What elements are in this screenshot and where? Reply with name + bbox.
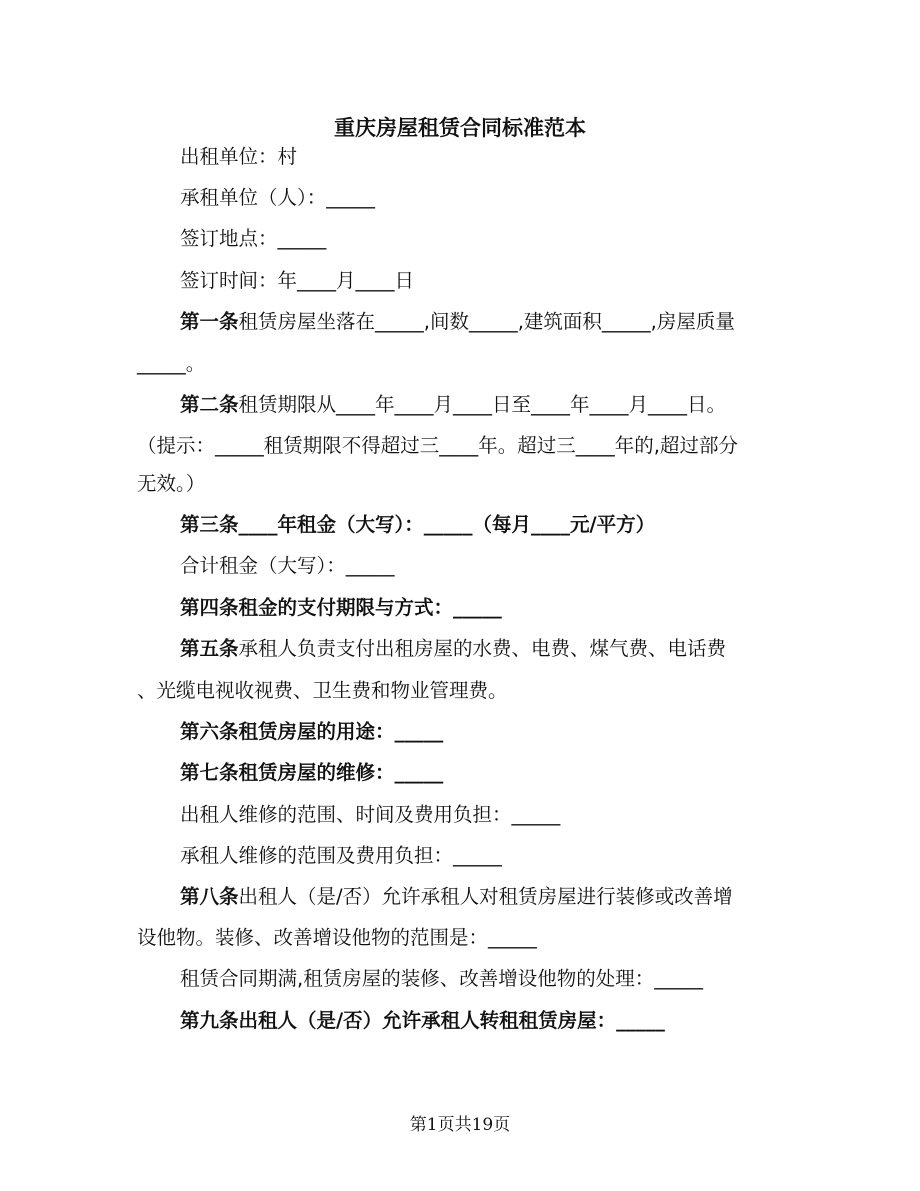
line-text: 签订时间：年____月____日	[180, 269, 415, 292]
line-text: 出租人（是/否）允许承租人对租赁房屋进行装修或改善增	[238, 885, 733, 908]
document-line	[180, 637, 726, 661]
document-line	[180, 310, 735, 334]
line-text: 租赁房屋坐落在_____,间数_____,建筑面积_____,房屋质量	[238, 310, 735, 333]
clause-heading: 第七条租赁房屋的维修：_____	[180, 761, 444, 784]
clause-heading: 第九条出租人（是/否）允许承租人转租租赁房屋：_____	[180, 1009, 665, 1032]
document-line	[180, 967, 703, 991]
page-footer: 第1页共19页	[409, 1115, 511, 1135]
clause-heading: 第八条	[180, 885, 239, 908]
line-text: 承租人负责支付出租房屋的水费、电费、煤气费、电话费	[238, 637, 727, 660]
line-text: 出租单位：村	[180, 145, 298, 168]
document-line	[180, 227, 326, 251]
line-text: 租赁合同期满,租赁房屋的装修、改善增设他物的处理：_____	[180, 967, 703, 990]
document-line	[180, 393, 726, 417]
document-line	[137, 434, 738, 458]
clause-heading: 第一条	[180, 310, 239, 333]
line-text: 合计租金（大写）：_____	[180, 554, 395, 577]
document-line	[180, 1009, 665, 1033]
clause-heading: 第六条租赁房屋的用途：_____	[180, 720, 444, 743]
document-line	[180, 596, 502, 620]
clause-heading: 第五条	[180, 637, 239, 660]
document-line	[180, 844, 502, 868]
line-text: 出租人维修的范围、时间及费用负担：_____	[180, 803, 561, 826]
document-line	[180, 885, 733, 909]
line-text: _____。	[137, 352, 206, 375]
document-line	[137, 472, 205, 496]
document-line	[180, 513, 655, 537]
line-text: 租赁期限从____年____月____日至____年____月____日。	[238, 393, 727, 416]
line-text: 设他物。装修、改善增设他物的范围是：_____	[137, 926, 537, 949]
document-line	[180, 186, 375, 210]
document-line	[180, 803, 560, 827]
document-line	[180, 145, 297, 169]
document-line	[180, 554, 395, 578]
document-line	[180, 761, 443, 785]
clause-heading: 第四条租金的支付期限与方式：_____	[180, 596, 502, 619]
line-text: （提示：_____租赁期限不得超过三____年。超过三____年的,超过部分	[137, 434, 738, 457]
line-text: 、光缆电视收视费、卫生费和物业管理费。	[137, 679, 508, 702]
clause-heading: 第二条	[180, 393, 239, 416]
line-text: 承租单位（人）：_____	[180, 186, 376, 209]
document-title: 重庆房屋租赁合同标准范本	[334, 116, 586, 140]
document-line	[180, 720, 443, 744]
document-line	[137, 352, 205, 376]
document-line	[137, 926, 537, 950]
document-line	[137, 679, 508, 703]
document-line	[180, 269, 414, 293]
line-text: 承租人维修的范围及费用负担：_____	[180, 844, 502, 867]
line-text: 无效。）	[137, 472, 206, 495]
clause-heading: 第三条____年租金（大写）：_____（每月____元/平方）	[180, 513, 656, 536]
line-text: 签订地点：_____	[180, 227, 327, 250]
